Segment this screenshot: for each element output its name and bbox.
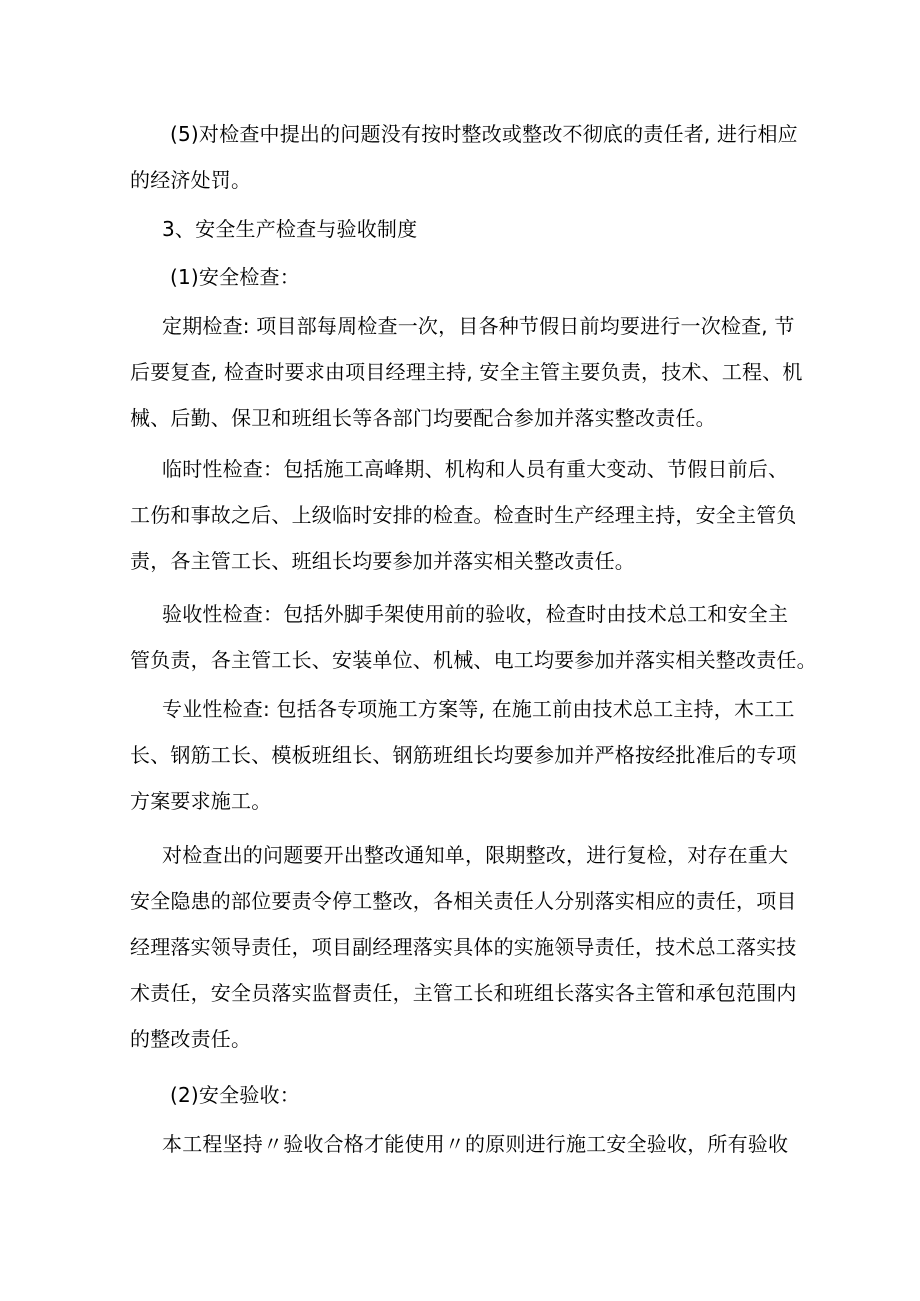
text-line: 安全隐患的部位要责令停工整改，各相关责任人分别落实相应的责任，项目 [130, 889, 797, 913]
text-line: 术责任，安全员落实监督责任，主管工长和班组长落实各主管和承包范围内 [130, 981, 797, 1005]
text-line: 后要复查, 检查时要求由项目经理主持, 安全主管主要负责，技术、工程、机 [130, 360, 803, 384]
text-line: 方案要求施工。 [130, 789, 272, 813]
text-line: 经理落实领导责任，项目副经理落实具体的实施领导责任，技术总工落实技 [130, 935, 797, 959]
text-line: 管负责，各主管工长、安装单位、机械、电工均要参加并落实相关整改责任。 [130, 648, 817, 672]
text-line: 工伤和事故之后、上级临时安排的检查。检查时生产经理主持，安全主管负 [130, 503, 797, 527]
text-line: 的整改责任。 [130, 1027, 252, 1051]
text-line: 临时性检查：包括施工高峰期、机构和人员有重大变动、节假日前后、 [162, 457, 789, 481]
paragraph-acceptance-principle [130, 1121, 800, 1167]
text-line: (1)安全检查： [170, 265, 300, 289]
text-line: 械、后勤、保卫和班组长等各部门均要配合参加并落实整改责任。 [130, 406, 716, 430]
paragraph-specialized-inspection [130, 686, 800, 824]
section-heading [130, 206, 800, 252]
subsection-heading-safety-inspection [130, 254, 800, 300]
text-line: 长、钢筋工长、模板班组长、钢筋班组长均要参加并严格按经批准后的专项 [130, 743, 797, 767]
paragraph-temporary-inspection [130, 446, 800, 584]
text-line: (2)安全验收： [170, 1083, 300, 1107]
text-line: 对检查出的问题要开出整改通知单，限期整改，进行复检，对存在重大 [162, 843, 789, 867]
text-line: 的经济处罚。 [130, 168, 252, 192]
paragraph-regular-inspection [130, 303, 803, 441]
text-line: 专业性检查: 包括各专项施工方案等, 在施工前由技术总工主持，木工工 [162, 697, 795, 721]
text-line: 责，各主管工长、班组长均要参加并落实相关整改责任。 [130, 549, 635, 573]
text-line: 定期检查: 项目部每周检查一次，目各种节假日前均要进行一次检查, 节 [162, 314, 795, 338]
text-line: 验收性检查：包括外脚手架使用前的验收，检查时由技术总工和安全主 [162, 602, 789, 626]
subsection-heading-safety-acceptance [130, 1072, 800, 1118]
paragraph-penalty [130, 111, 800, 203]
text-line: 3、安全生产检查与验收制度 [162, 217, 418, 241]
text-line: 本工程坚持〃验收合格才能使用〃的原则进行施工安全验收，所有验收 [162, 1132, 789, 1156]
paragraph-rectification [130, 832, 800, 1062]
text-line: (5)对检查中提出的问题没有按时整改或整改不彻底的责任者, 进行相应 [170, 122, 798, 146]
paragraph-acceptance-inspection [130, 591, 817, 683]
